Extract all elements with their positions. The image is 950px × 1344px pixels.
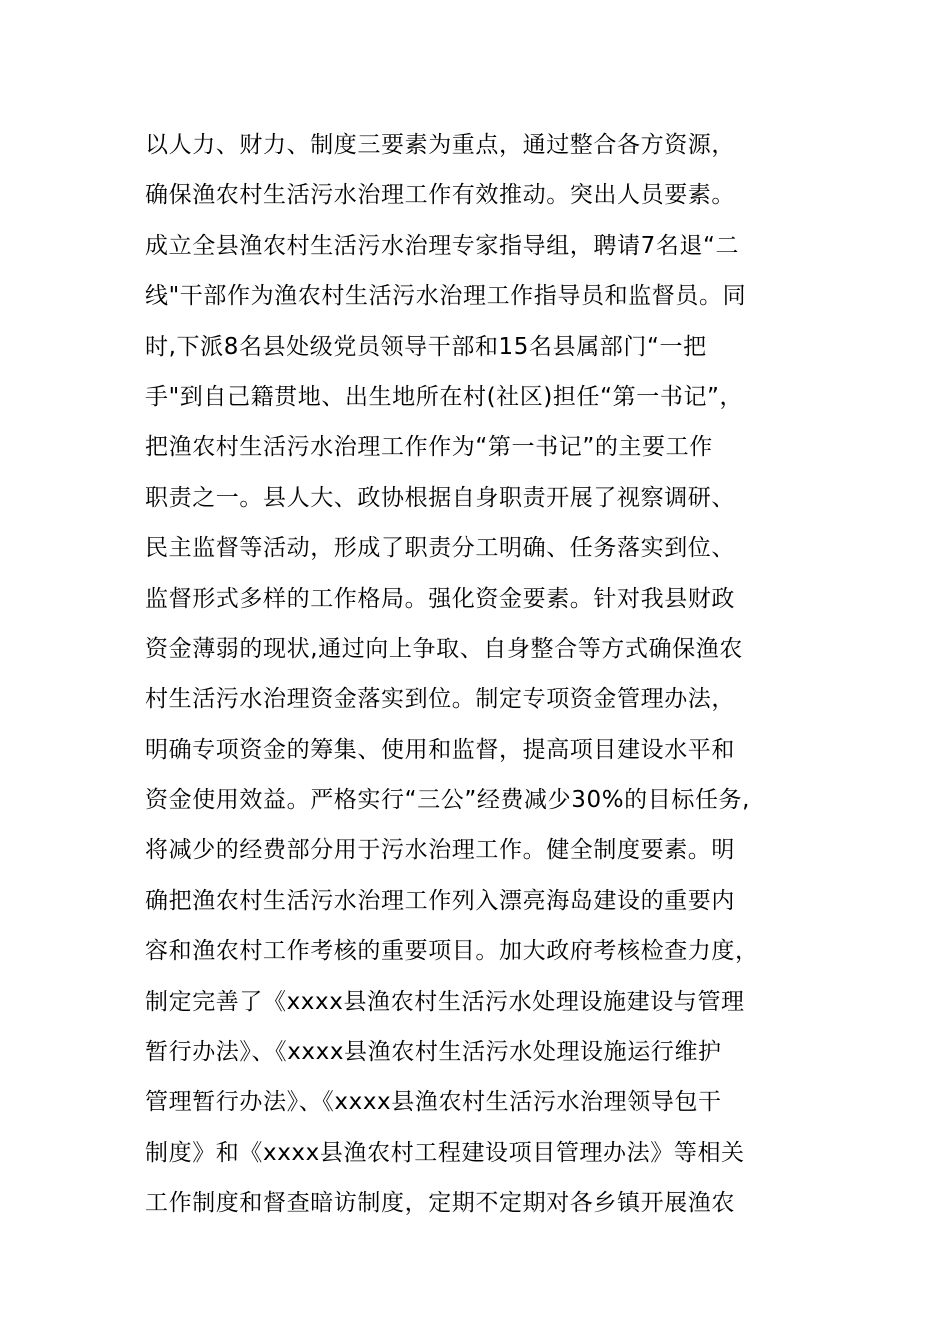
text-line: 监督形式多样的工作格局。强化资金要素。针对我县财政 (145, 585, 735, 612)
text-line: 制度》和《xxxx县渔农村工程建设项目管理办法》等相关 (145, 1139, 745, 1166)
text-line: 容和渔农村工作考核的重要项目。加大政府考核检查力度， (145, 938, 759, 965)
text-line: 工作制度和督查暗访制度，定期不定期对各乡镇开展渔农 (145, 1190, 735, 1217)
text-line: 职责之一。县人大、政协根据自身职责开展了视察调研、 (145, 484, 735, 511)
text-line: 时,下派8名县处级党员领导干部和15名县属部门“一把 (145, 333, 707, 360)
text-line: 手"到自己籍贯地、出生地所在村(社区)担任“第一书记”， (145, 383, 744, 410)
text-line: 确把渔农村生活污水治理工作列入漂亮海岛建设的重要内 (145, 887, 735, 914)
text-line: 资金薄弱的现状,通过向上争取、自身整合等方式确保渔农 (145, 635, 743, 662)
text-line: 资金使用效益。严格实行“三公”经费减少30%的目标任务, (145, 787, 751, 814)
text-line: 把渔农村生活污水治理工作作为“第一书记”的主要工作 (145, 434, 713, 461)
text-line: 明确专项资金的筹集、使用和监督，提高项目建设水平和 (145, 736, 735, 763)
text-line: 村生活污水治理资金落实到位。制定专项资金管理办法， (145, 686, 735, 713)
text-line: 管理暂行办法》、《xxxx县渔农村生活污水治理领导包干 (145, 1089, 722, 1116)
text-line: 将减少的经费部分用于污水治理工作。健全制度要素。明 (145, 837, 735, 864)
text-line: 以人力、财力、制度三要素为重点，通过整合各方资源， (145, 132, 735, 158)
text-line: 确保渔农村生活污水治理工作有效推动。突出人员要素。 (145, 182, 735, 209)
text-line: 暂行办法》、《xxxx县渔农村生活污水处理设施运行维护 (145, 1039, 722, 1066)
text-line: 成立全县渔农村生活污水治理专家指导组，聘请7名退“二 (145, 232, 740, 259)
text-line: 制定完善了《xxxx县渔农村生活污水处理设施建设与管理 (145, 988, 745, 1015)
text-line: 线"干部作为渔农村生活污水治理工作指导员和监督员。同 (145, 283, 747, 310)
text-line: 民主监督等活动，形成了职责分工明确、任务落实到位、 (145, 535, 735, 562)
body-text (145, 130, 815, 1239)
